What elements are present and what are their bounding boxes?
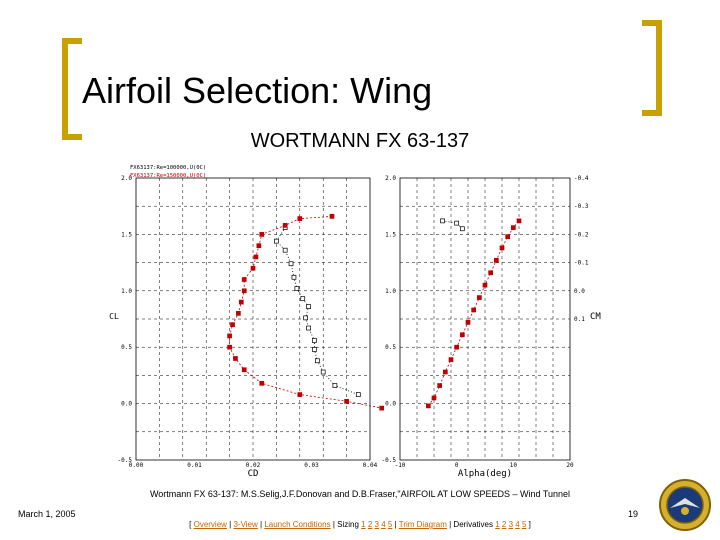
nav-link-derivatives-5[interactable]: 5 bbox=[521, 520, 527, 529]
x-tick-label: 20 bbox=[566, 462, 574, 469]
nav-link-derivatives-1[interactable]: 1 bbox=[495, 520, 500, 529]
data-point-marker bbox=[292, 275, 296, 279]
y-tick-label: 0.5 bbox=[121, 344, 132, 352]
data-point-marker bbox=[298, 217, 302, 221]
data-point-marker bbox=[231, 323, 235, 327]
data-point-marker bbox=[438, 384, 442, 388]
cm-tick-label: 0.1 bbox=[574, 316, 585, 323]
data-point-marker bbox=[432, 396, 436, 400]
y-tick-label: 1.5 bbox=[121, 231, 132, 239]
data-point-marker bbox=[489, 271, 493, 275]
nav-bar bbox=[0, 520, 720, 529]
data-point-marker bbox=[242, 289, 246, 293]
nav-sizing-label: | Sizing bbox=[330, 520, 362, 529]
y-tick-label: 0.0 bbox=[121, 400, 132, 408]
airfoil-polar-plots bbox=[100, 160, 610, 479]
figure-caption: Wortmann FX 63-137: M.S.Selig,J.F.Donovan and D.B.Fraser,"AIRFOIL AT LOW SPEEDS – Wind Tunnel bbox=[149, 489, 571, 499]
data-point-marker bbox=[307, 305, 311, 309]
data-point-marker bbox=[260, 381, 264, 385]
data-point-marker bbox=[254, 255, 258, 259]
series-line bbox=[428, 221, 519, 406]
nav-link-derivatives-2[interactable]: 2 bbox=[501, 520, 507, 529]
emblem-icon bbox=[658, 478, 712, 532]
data-point-marker bbox=[304, 316, 308, 320]
y-axis-label: CL bbox=[109, 312, 119, 321]
x-tick-label: -10 bbox=[394, 462, 406, 469]
y-tick-label: 2.0 bbox=[121, 175, 132, 182]
cm-tick-label: -0.2 bbox=[574, 231, 589, 239]
nav-link-sizing-5[interactable]: 5 bbox=[387, 520, 393, 529]
cm-tick-label: -0.4 bbox=[574, 175, 589, 182]
data-point-marker bbox=[321, 370, 325, 374]
data-point-marker bbox=[239, 300, 243, 304]
data-point-marker bbox=[517, 219, 521, 223]
y-tick-label: -0.5 bbox=[381, 457, 396, 464]
nav-link-overview[interactable]: Overview bbox=[193, 520, 227, 529]
nav-link-trim-diagram[interactable]: Trim Diagram bbox=[398, 520, 447, 529]
x-tick-label: 0 bbox=[454, 462, 459, 469]
data-point-marker bbox=[506, 235, 510, 239]
data-point-marker bbox=[333, 384, 337, 388]
nav-link-derivatives-4[interactable]: 4 bbox=[515, 520, 520, 529]
nav-link-3-view[interactable]: 3-View bbox=[233, 520, 258, 529]
legend-entry: FX63137:Re=150000,U(0C) bbox=[130, 173, 207, 179]
nav-link-sizing-1[interactable]: 1 bbox=[361, 520, 366, 529]
data-point-marker bbox=[472, 308, 476, 312]
cm-axis-label: CM bbox=[590, 312, 601, 322]
data-point-marker bbox=[298, 393, 302, 397]
page-number: 19 bbox=[628, 509, 639, 519]
x-tick-label: 0.02 bbox=[245, 462, 261, 469]
series-line bbox=[443, 221, 463, 229]
nav-separator: | bbox=[392, 520, 399, 529]
data-point-marker bbox=[449, 358, 453, 362]
data-point-marker bbox=[301, 297, 305, 301]
data-point-marker bbox=[380, 406, 384, 410]
data-point-marker bbox=[460, 333, 464, 337]
nav-open-bracket: [ bbox=[189, 520, 194, 529]
series-line bbox=[230, 216, 382, 408]
data-point-marker bbox=[228, 345, 232, 349]
slide-title: Airfoil Selection: Wing bbox=[82, 70, 433, 111]
x-tick-label: 0.04 bbox=[362, 462, 378, 469]
nav-link-sizing-4[interactable]: 4 bbox=[381, 520, 386, 529]
data-point-marker bbox=[443, 370, 447, 374]
data-point-marker bbox=[511, 226, 515, 230]
nav-separator: | bbox=[257, 520, 265, 529]
cm-tick-label: 0.0 bbox=[574, 287, 585, 295]
y-tick-label: 1.0 bbox=[385, 287, 396, 295]
data-point-marker bbox=[345, 399, 349, 403]
data-point-marker bbox=[236, 311, 240, 315]
data-point-marker bbox=[466, 320, 470, 324]
series-line bbox=[276, 228, 358, 395]
y-tick-label: 0.0 bbox=[385, 400, 396, 408]
data-point-marker bbox=[257, 244, 261, 248]
cm-tick-label: -0.3 bbox=[574, 203, 589, 211]
data-point-marker bbox=[289, 262, 293, 266]
nav-link-derivatives-3[interactable]: 3 bbox=[508, 520, 514, 529]
data-point-marker bbox=[242, 278, 246, 282]
left-bracket-decoration bbox=[62, 38, 82, 140]
data-point-marker bbox=[500, 246, 504, 250]
nav-derivatives-label: | Derivatives bbox=[446, 520, 496, 529]
data-point-marker bbox=[330, 214, 334, 218]
data-point-marker bbox=[260, 232, 264, 236]
x-axis-label: CD bbox=[247, 469, 259, 479]
x-tick-label: 0.03 bbox=[304, 462, 319, 469]
data-point-marker bbox=[455, 221, 459, 225]
data-point-marker bbox=[283, 248, 287, 252]
data-point-marker bbox=[251, 266, 255, 270]
cm-tick-label: -0.1 bbox=[574, 259, 589, 267]
data-point-marker bbox=[242, 368, 246, 372]
data-point-marker bbox=[312, 338, 316, 342]
slide-date: March 1, 2005 bbox=[18, 509, 76, 519]
data-point-marker bbox=[455, 345, 459, 349]
data-point-marker bbox=[441, 219, 445, 223]
nav-link-sizing-2[interactable]: 2 bbox=[367, 520, 373, 529]
y-tick-label: 1.0 bbox=[121, 287, 132, 295]
nav-link-sizing-3[interactable]: 3 bbox=[374, 520, 379, 529]
data-point-marker bbox=[283, 223, 287, 227]
data-point-marker bbox=[274, 239, 278, 243]
nav-separator: | bbox=[226, 520, 234, 529]
data-point-marker bbox=[233, 356, 237, 360]
y-tick-label: 2.0 bbox=[385, 175, 396, 182]
nav-link-launch-conditions[interactable]: Launch Conditions bbox=[264, 520, 331, 529]
nav-close-bracket: ] bbox=[526, 520, 531, 529]
data-point-marker bbox=[307, 326, 311, 330]
data-point-marker bbox=[356, 393, 360, 397]
data-point-marker bbox=[315, 359, 319, 363]
data-point-marker bbox=[477, 296, 481, 300]
y-tick-label: 0.5 bbox=[385, 344, 396, 352]
x-tick-label: 0.00 bbox=[128, 462, 144, 469]
data-point-marker bbox=[228, 334, 232, 338]
data-point-marker bbox=[483, 283, 487, 287]
y-tick-label: -0.5 bbox=[117, 457, 132, 464]
right-bracket-decoration bbox=[642, 20, 662, 116]
data-point-marker bbox=[494, 258, 498, 262]
data-point-marker bbox=[426, 404, 430, 408]
data-point-marker bbox=[295, 287, 299, 291]
slide-subtitle: WORTMANN FX 63-137 bbox=[250, 130, 470, 152]
x-tick-label: 0.01 bbox=[187, 462, 202, 469]
x-tick-label: 10 bbox=[509, 462, 517, 469]
x-axis-label: Alpha(deg) bbox=[457, 469, 513, 479]
data-point-marker bbox=[460, 227, 464, 231]
legend-entry: FX63137:Re=100000,U(0C) bbox=[130, 165, 207, 171]
y-tick-label: 1.5 bbox=[385, 231, 396, 239]
data-point-marker bbox=[312, 347, 316, 351]
